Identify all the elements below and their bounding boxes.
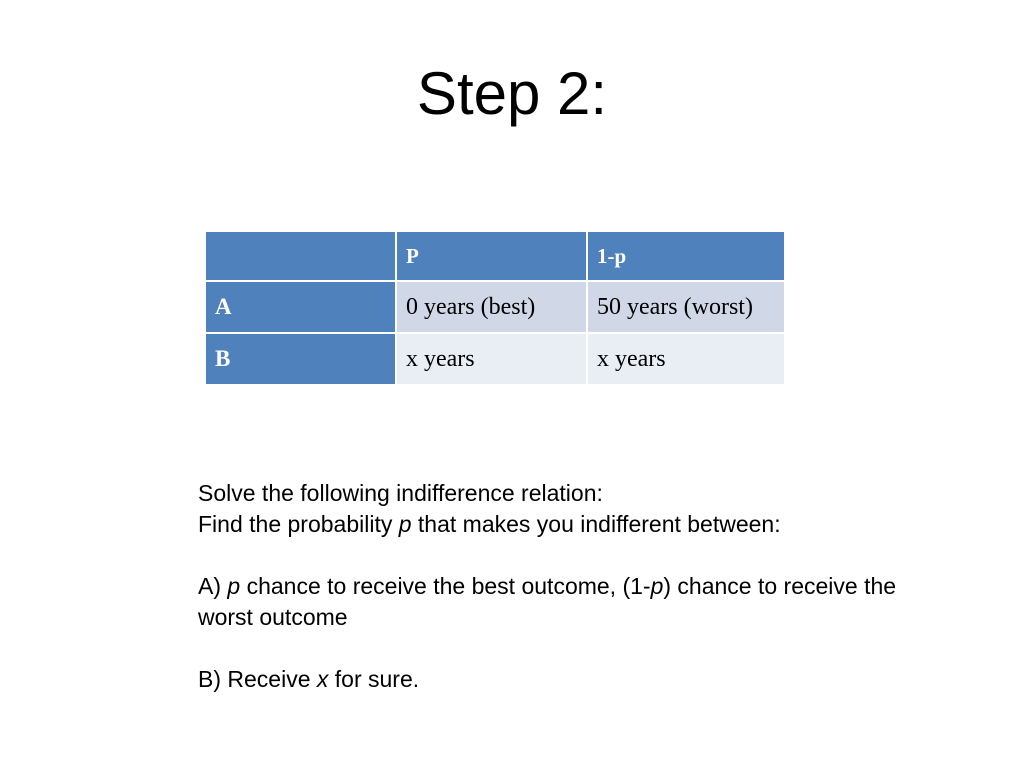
text-span: A) xyxy=(198,573,228,599)
row-label-a: A xyxy=(206,282,395,332)
instructions-text xyxy=(198,478,918,695)
variable-x: x xyxy=(316,666,329,692)
table-cell: x years xyxy=(397,334,586,384)
instruction-line: Solve the following indifference relation: xyxy=(198,480,603,506)
table-header-1-minus-p: 1-p xyxy=(588,232,784,280)
variable-p: p xyxy=(650,573,664,599)
text-span: chance to receive the best outcome, (1- xyxy=(240,573,651,599)
table-row xyxy=(206,282,784,332)
text-span: B) Receive xyxy=(198,666,317,692)
variable-p: p xyxy=(227,573,241,599)
variable-p: p xyxy=(398,511,412,537)
table-row xyxy=(206,334,784,384)
spacer xyxy=(198,633,918,664)
table-cell: 0 years (best) xyxy=(397,282,586,332)
spacer xyxy=(198,540,918,571)
table-cell: 50 years (worst) xyxy=(588,282,784,332)
table-header-row xyxy=(206,232,784,280)
text-span: for sure. xyxy=(328,666,420,692)
slide-title: Step 2: xyxy=(416,60,608,127)
table-cell: x years xyxy=(588,334,784,384)
text-span: ) chance to receive the worst outcome xyxy=(198,573,897,630)
lottery-table xyxy=(204,230,786,386)
table-header-p: P xyxy=(397,232,586,280)
text-span: that makes you indifferent between: xyxy=(411,511,781,537)
text-span: Find the probability xyxy=(198,511,399,537)
table-header-blank xyxy=(206,232,395,280)
option-b-text xyxy=(198,664,918,695)
row-label-b: B xyxy=(206,334,395,384)
instruction-line xyxy=(198,509,918,540)
option-a-text xyxy=(198,571,918,633)
